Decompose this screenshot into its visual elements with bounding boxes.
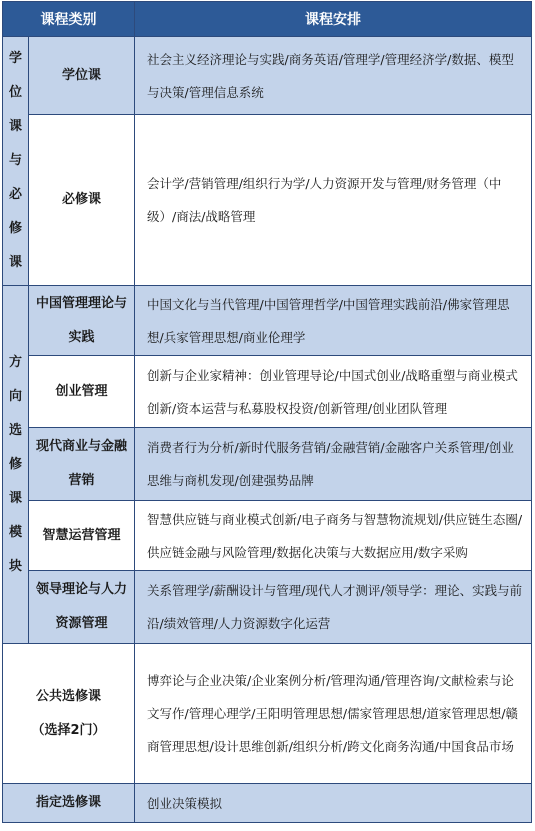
course-list: 创新与企业家精神：创业管理导论/中国式创业/战略重塑与商业模式创新/资本运营与私募股权投资/创新管理/创业团队管理 (135, 356, 532, 428)
group-label-degree: 学 位 课 与 必 修 课 (3, 37, 29, 286)
course-category (3, 644, 135, 784)
course-category: 中国管理理论与实践 (29, 286, 135, 356)
course-list: 创业决策模拟 (135, 784, 532, 823)
table-row (3, 115, 532, 286)
table-row (3, 286, 532, 356)
course-list: 社会主义经济理论与实践/商务英语/管理学/管理经济学/数据、模型与决策/管理信息系统 (135, 37, 532, 115)
table-row (3, 784, 532, 823)
course-category: 学位课 (29, 37, 135, 115)
table-row (3, 356, 532, 428)
table-row (3, 428, 532, 501)
table-header-row (3, 2, 532, 37)
course-category: 必修课 (29, 115, 135, 286)
course-list: 中国文化与当代管理/中国管理哲学/中国管理实践前沿/佛家管理思想/兵家管理思想/商业伦理学 (135, 286, 532, 356)
course-category: 智慧运营管理 (29, 501, 135, 571)
course-category: 现代商业与金融营销 (29, 428, 135, 501)
table-row (3, 571, 532, 644)
table-row (3, 37, 532, 115)
header-arrangement: 课程安排 (135, 2, 532, 37)
course-category: 指定选修课 (3, 784, 135, 823)
course-list: 博弈论与企业决策/企业案例分析/管理沟通/管理咨询/文献检索与论文写作/管理心理学/王阳明管理思想/儒家管理思想/道家管理思想/赣商管理思想/设计思维创新/组织分析/跨文化商务沟通/中国食品市场 (135, 644, 532, 784)
table-row (3, 501, 532, 571)
header-category: 课程类别 (3, 2, 135, 37)
course-category: 创业管理 (29, 356, 135, 428)
curriculum-table (2, 1, 532, 823)
course-category-name: 公共选修课 (35, 688, 101, 704)
course-category: 领导理论与人力资源管理 (29, 571, 135, 644)
course-category-note: （选择2门） (31, 722, 106, 738)
course-list: 消费者行为分析/新时代服务营销/金融营销/金融客户关系管理/创业思维与商机发现/创建强势品牌 (135, 428, 532, 501)
table-row (3, 644, 532, 784)
course-list: 智慧供应链与商业模式创新/电子商务与智慧物流规划/供应链生态圈/供应链金融与风险管理/数据化决策与大数据应用/数字采购 (135, 501, 532, 571)
group-label-direction: 方 向 选 修 课 模 块 (3, 286, 29, 644)
course-list: 关系管理学/薪酬设计与管理/现代人才测评/领导学：理论、实践与前沿/绩效管理/人力资源数字化运营 (135, 571, 532, 644)
course-list: 会计学/营销管理/组织行为学/人力资源开发与管理/财务管理（中级）/商法/战略管理 (135, 115, 532, 286)
